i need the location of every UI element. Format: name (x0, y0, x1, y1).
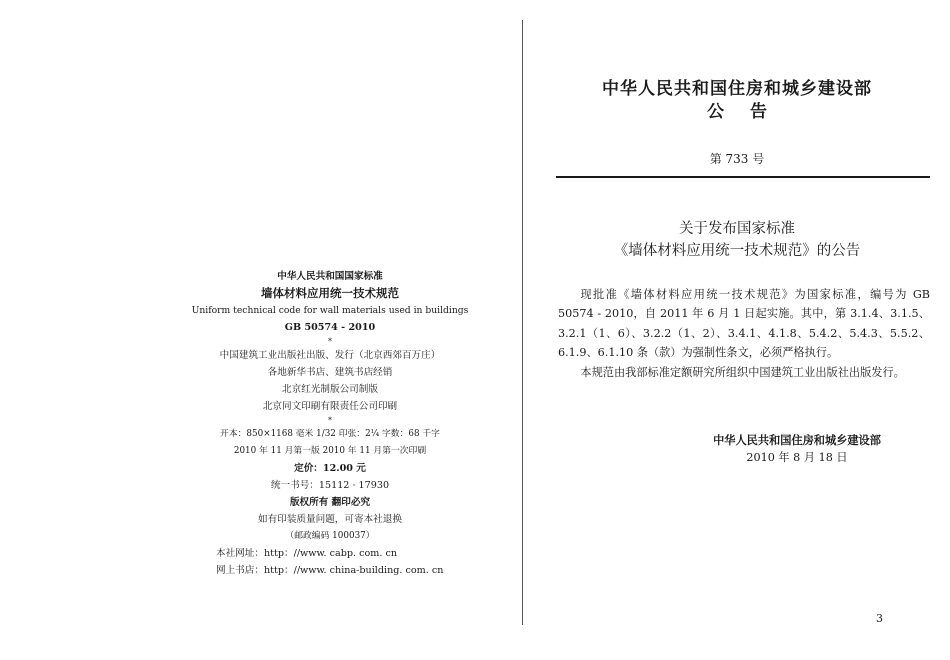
imprint-publisher: 中国建筑工业出版社出版、发行（北京西郊百万庄） (219, 350, 441, 361)
imprint-printer: 北京同文印刷有限责任公司印刷 (262, 401, 398, 412)
imprint-return-note: 如有印装质量问题，可寄本社退换 (258, 514, 402, 525)
ministry-heading: 中华人民共和国住房和城乡建设部 (602, 79, 872, 99)
page-number: 3 (876, 612, 883, 625)
announcement-page (524, 0, 950, 660)
heading-rule (556, 176, 930, 178)
imprint-format: 开本：850×1168 毫米 1/32 印张：2¼ 字数：68 千字 (220, 429, 440, 439)
announcement-subject (524, 218, 950, 262)
signature-date: 2010 年 8 月 18 日 (746, 451, 848, 464)
imprint-copyright: 版权所有 翻印必究 (289, 497, 371, 508)
body-paragraph-1: 现批准《墙体材料应用统一技术规范》为国家标准，编号为 GB 50574 - 2010，自 2011 年 6 月 1 日起实施。其中，第 3.1.4、3.1.5、3.2.1（1、6）、3.2.2（1、2）、3.4.1、4.1.8、5.4.2、5.4.3、5.5.2、6.1.9、6.1.10 条（款）为强制性条文，必须严格执行。 (558, 288, 930, 360)
imprint-platemaker: 北京红光制版公司制版 (282, 384, 378, 395)
imprint-distributor: 各地新华书店、建筑书店经销 (267, 367, 393, 378)
imprint-title: 墙体材料应用统一技术规范 (261, 286, 399, 300)
page-gutter (522, 20, 523, 625)
imprint-postcode: （邮政编码 100037） (285, 531, 375, 541)
announcement-heading: 公告 (707, 102, 793, 122)
imprint-website: 本社网址：http：//www. cabp. com. cn (216, 548, 398, 559)
imprint-edition: 2010 年 11 月第一版 2010 年 11 月第一次印刷 (233, 446, 427, 456)
signature-block (692, 431, 902, 467)
announcement-body (558, 285, 930, 382)
body-paragraph-2: 本规范由我部标准定额研究所组织中国建筑工业出版社出版发行。 (580, 365, 905, 379)
imprint-standard-type: 中华人民共和国国家标准 (277, 271, 383, 282)
imprint-price: 定价：12.00 元 (294, 463, 366, 474)
imprint-separator: * (328, 416, 332, 425)
imprint-book-number: 统一书号：15112 · 17930 (270, 480, 390, 491)
imprint-block (190, 268, 470, 579)
subject-line-2: 《墙体材料应用统一技术规范》的公告 (613, 243, 861, 259)
imprint-standard-code: GB 50574 - 2010 (284, 322, 376, 333)
imprint-separator: * (328, 337, 332, 346)
imprint-english-title: Uniform technical code for wall materials used in buildings (191, 305, 469, 316)
signature-organization: 中华人民共和国住房和城乡建设部 (713, 433, 881, 447)
imprint-online-store: 网上书店：http：//www. china-building. com. cn (216, 565, 444, 576)
announcement-number: 第 733 号 (709, 152, 765, 166)
subject-line-1: 关于发布国家标准 (679, 221, 795, 237)
